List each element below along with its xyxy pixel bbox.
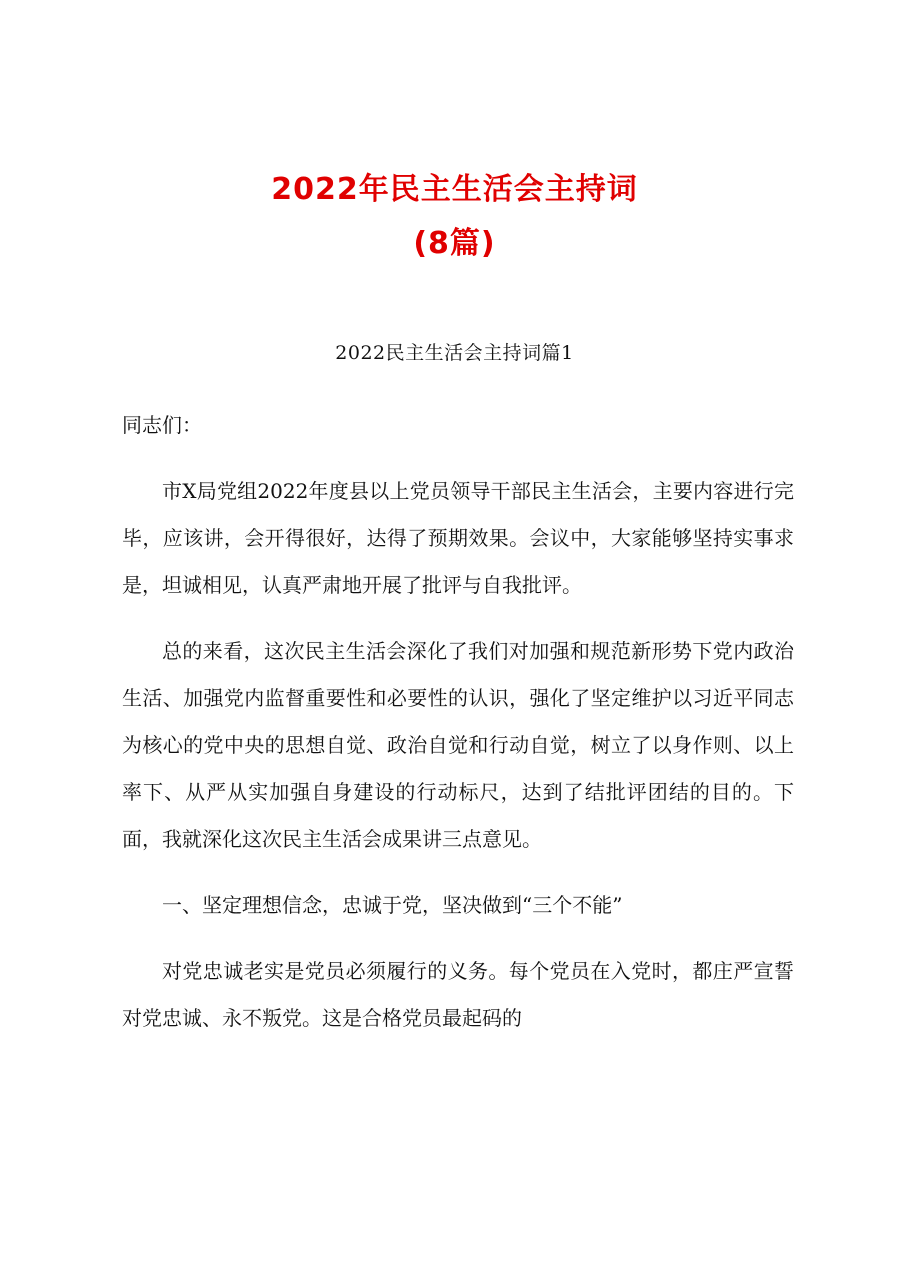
document-body <box>122 402 794 1061</box>
section-heading: 2022民主生活会主持词篇1 <box>335 342 574 364</box>
paragraph: 对党忠诚老实是党员必须履行的义务。每个党员在入党时，都庄严宣誓对党忠诚、永不叛党。这是合格党员最起码的 <box>122 959 794 1030</box>
paragraph-heading: 一、坚定理想信念，忠诚于党，坚决做到“三个不能” <box>162 893 623 917</box>
paragraph: 总的来看，这次民主生活会深化了我们对加强和规范新形势下党内政治生活、加强党内监督重要性和必要性的认识，强化了坚定维护以习近平同志为核心的党中央的思想自觉、政治自觉和行动自觉，树立了以身作则、以上率下、从严从实加强自身建设的行动标尺，达到了结批评团结的目的。下面，我就深化这次民主生活会成果讲三点意见。 <box>122 639 794 851</box>
paragraph: 市X局党组2022年度县以上党员领导干部民主生活会，主要内容进行完毕，应该讲，会开得很好，达得了预期效果。会议中，大家能够坚持实事求是，坦诚相见，认真严肃地开展了批评与自我批评。 <box>122 479 794 597</box>
document-title-count: (8篇) <box>413 226 496 261</box>
document-title: 2022年民主生活会主持词 <box>271 172 638 207</box>
salutation: 同志们： <box>122 413 202 437</box>
